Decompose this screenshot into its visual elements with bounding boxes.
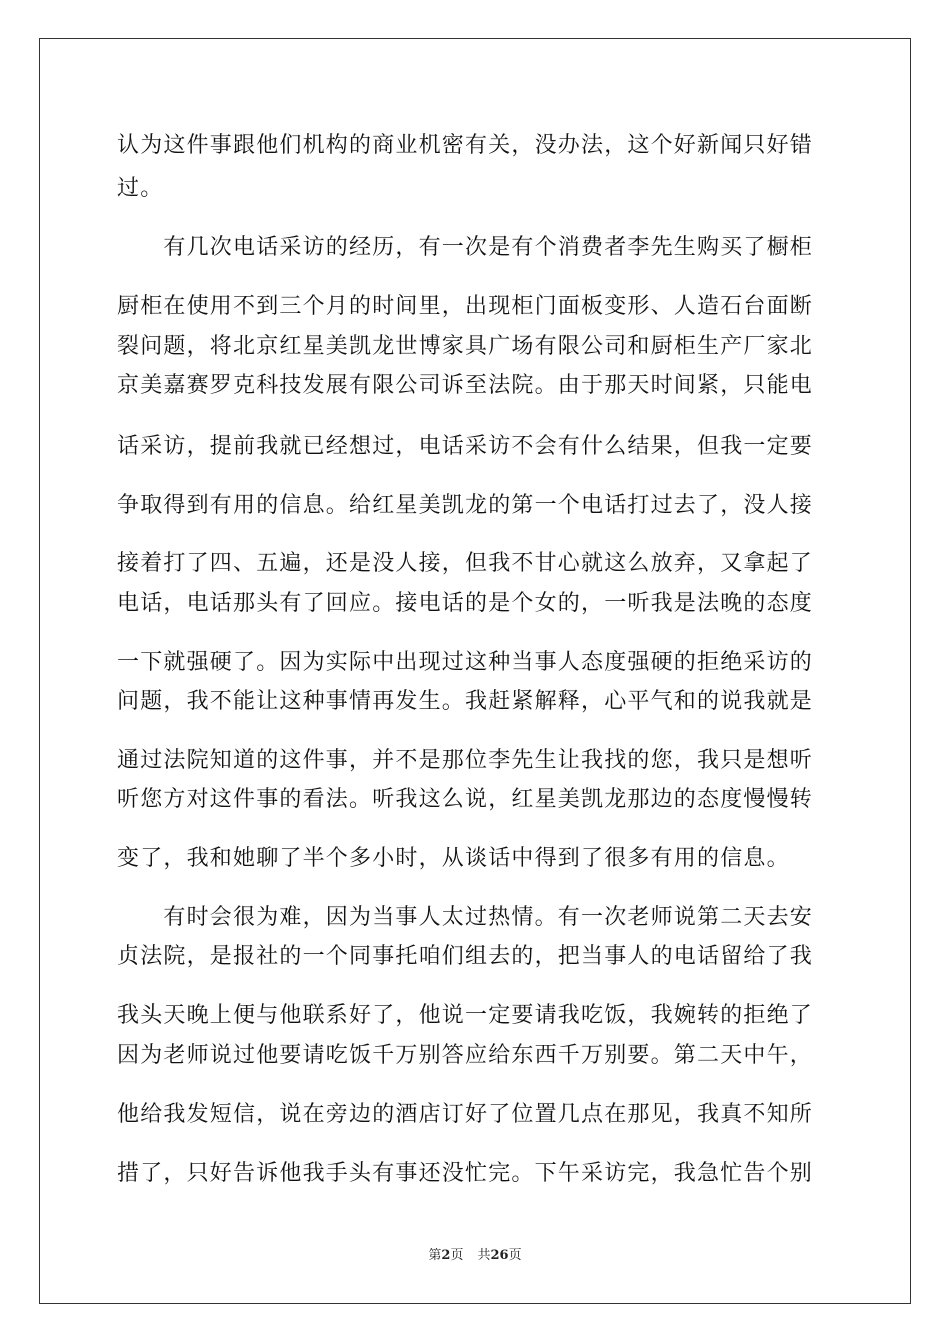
page-suffix: 页 (450, 1248, 464, 1263)
text-line: 有时会很为难，因为当事人太过热情。有一次老师说第二天去安 (117, 905, 814, 930)
text-line: 措了，只好告诉他我手头有事还没忙完。下午采访完，我急忙告个别 (117, 1161, 814, 1186)
text-line: 京美嘉赛罗克科技发展有限公司诉至法院。由于那天时间紧，只能电 (117, 373, 814, 398)
text-line: 争取得到有用的信息。给红星美凯龙的第一个电话打过去了，没人接 (117, 493, 814, 518)
text-line: 通过法院知道的这件事，并不是那位李先生让我找的您，我只是想听 (117, 748, 814, 773)
page-number: 2 (441, 1248, 451, 1263)
total-suffix: 页 (508, 1248, 522, 1263)
text-line: 有几次电话采访的经历，有一次是有个消费者李先生购买了橱柜 (117, 235, 814, 260)
text-line: 话采访，提前我就已经想过，电话采访不会有什么结果，但我一定要 (117, 434, 814, 459)
total-prefix: 共 (477, 1248, 491, 1263)
text-line: 问题，我不能让这种事情再发生。我赶紧解释，心平气和的说我就是 (117, 689, 814, 714)
text-line: 过。 (117, 176, 164, 201)
text-line: 因为老师说过他要请吃饭千万别答应给东西千万别要。第二天中午， (117, 1043, 814, 1068)
text-line: 电话，电话那头有了回应。接电话的是个女的，一听我是法晚的态度 (117, 591, 814, 616)
total-pages: 26 (490, 1248, 509, 1263)
text-line: 我头天晚上便与他联系好了，他说一定要请我吃饭，我婉转的拒绝了 (117, 1003, 814, 1028)
text-line: 认为这件事跟他们机构的商业机密有关，没办法，这个好新闻只好错 (117, 133, 814, 158)
text-line: 贞法院，是报社的一个同事托咱们组去的，把当事人的电话留给了我 (117, 944, 814, 969)
page-footer (0, 1247, 950, 1265)
text-line: 他给我发短信，说在旁边的酒店订好了位置几点在那见，我真不知所 (117, 1102, 814, 1127)
page-prefix: 第 (428, 1248, 442, 1263)
text-line: 听您方对这件事的看法。听我这么说，红星美凯龙那边的态度慢慢转 (117, 787, 814, 812)
text-line: 一下就强硬了。因为实际中出现过这种当事人态度强硬的拒绝采访的 (117, 650, 814, 675)
text-line: 变了，我和她聊了半个多小时，从谈话中得到了很多有用的信息。 (117, 846, 790, 871)
text-line: 接着打了四、五遍，还是没人接，但我不甘心就这么放弃，又拿起了 (117, 551, 814, 576)
text-line: 裂问题，将北京红星美凯龙世博家具广场有限公司和厨柜生产厂家北 (117, 334, 814, 359)
text-line: 厨柜在使用不到三个月的时间里，出现柜门面板变形、人造石台面断 (117, 294, 814, 319)
